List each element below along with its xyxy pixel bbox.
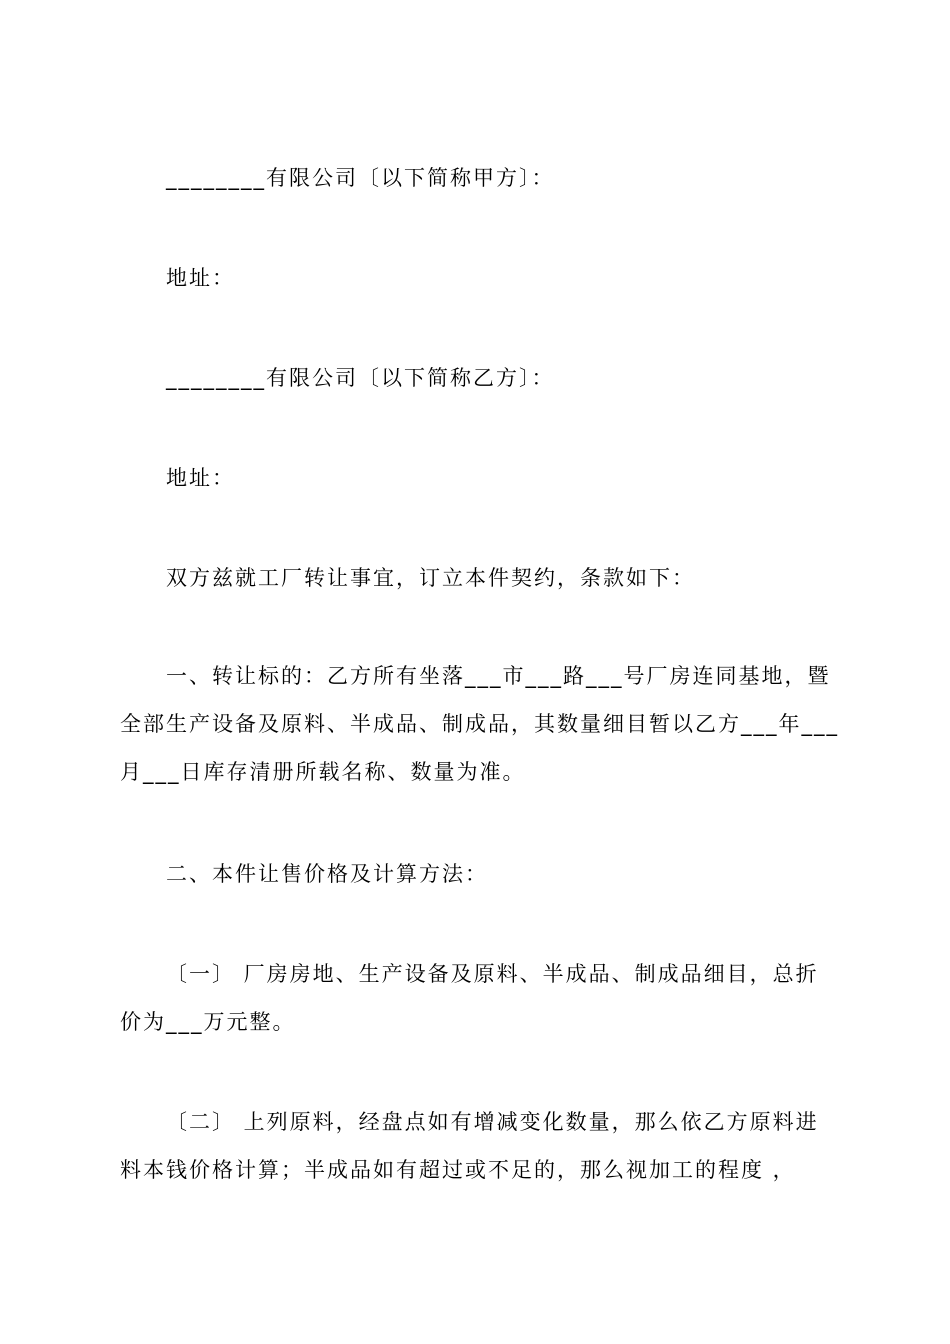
party-b-address: 地址： — [166, 466, 235, 490]
intro-paragraph: 双方兹就工厂转让事宜，订立本件契约，条款如下： — [166, 566, 695, 590]
party-b-line: ________有限公司〔以下简称乙方〕： — [166, 366, 555, 390]
clause-2-item-2: 〔二〕 上列原料，经盘点如有增减变化数量，那么依乙方原料进料本钱价格计算；半成品如有超过或不足的，那么视加工的程度 ， — [120, 1110, 819, 1182]
clause-2-heading: 二、本件让售价格及计算方法： — [166, 862, 488, 886]
party-a-line: ________有限公司〔以下简称甲方〕： — [166, 166, 555, 190]
party-a-address: 地址： — [166, 266, 235, 290]
clause-1-paragraph: 一、转让标的：乙方所有坐落___市___路___号厂房连同基地，暨全部生产设备及原料、半成品、制成品，其数量细目暂以乙方___年___月___日库存清册所载名称、数量为准。 — [120, 664, 839, 784]
clause-2-item-1: 〔一〕 厂房房地、生产设备及原料、半成品、制成品细目，总折价为___万元整。 — [120, 962, 819, 1034]
